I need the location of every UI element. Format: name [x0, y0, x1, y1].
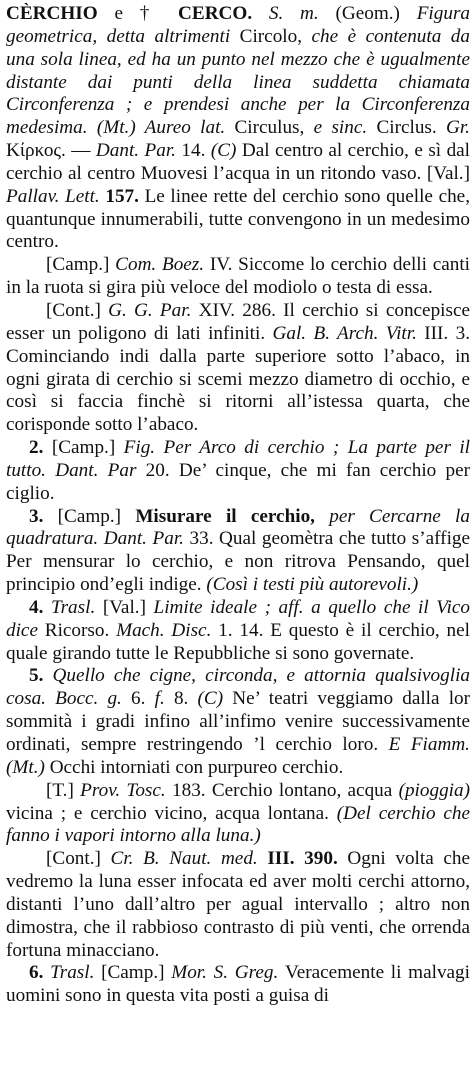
italic-run: Trasl. [50, 596, 103, 618]
text-run: e † [97, 3, 179, 24]
text-run: 1. 14. E questo è il cerchio, nel quale girando tutte le Repubbliche si sono governate. [6, 619, 470, 664]
italic-run: G. G. Par. [108, 299, 199, 321]
italic-run: Cr. B. Naut. med. [110, 848, 268, 870]
bold-run: 2. [29, 437, 44, 459]
text-run [43, 665, 52, 686]
text-run: [Val.] [102, 596, 154, 618]
entry-paragraph-def-6 [6, 962, 470, 1008]
italic-run: E Fiamm. (Mt.) [6, 734, 470, 778]
italic-run: (C) [210, 140, 242, 162]
italic-run: Mach. Disc. [116, 619, 219, 641]
italic-run: Gr. [445, 117, 470, 139]
bold-run: III. 390. [267, 848, 338, 870]
italic-run: Quello che cigne, circonda, e attornia qualsivoglia cosa. Bocc. g. [6, 665, 470, 710]
text-run: XIV. 286. Il cerchio si concepisce esser un poligono di lati infiniti. [6, 299, 470, 344]
italic-run: Com. Boez. [115, 254, 210, 276]
entry-paragraph-def-1-camp [6, 254, 470, 300]
italic-run: Pallav. Lett. [6, 185, 106, 207]
text-run: Occhi intorniati con purpureo cerchio. [49, 756, 344, 778]
entry-paragraph-def-1 [6, 3, 470, 254]
text-run: III. 3. Cominciando indi dalla parte superiore sotto l’abaco, in ogni girata di cerchio si scemi mezzo diametro di occhio, e così si faccia finchè si ritorni all’istessa quarta, che corisponde sotto l’abaco. [6, 322, 470, 436]
text-run: [T.] [46, 779, 81, 801]
text-run: Veracemente li malvagi uomini sono in questa vita posti a guisa di [6, 962, 470, 1007]
entry-paragraph-def-1-cont [6, 300, 470, 437]
text-run: vicina ; e cerchio vicino, acqua lontana. [6, 802, 337, 824]
dictionary-entry-cerchio [6, 3, 470, 1008]
text-run: Dal centro al cerchio, e sì dal cerchio al centro Muovesi l’acqua in un ritondo vaso. [Val.] [6, 140, 470, 184]
italic-run: (pioggia) [398, 779, 470, 801]
bold-run: 4. [29, 596, 44, 618]
text-run: [Camp.] [46, 254, 116, 276]
text-run: 33. Qual geomètra che tutto s’affige Per mensurar lo cerchio, e non ritrova Pensando, quel principio ond’egli indige. [6, 528, 470, 596]
text-run: 14. [181, 140, 211, 162]
italic-run: (Del cerchio che fanno i vapori intorno alla luna.) [6, 802, 470, 847]
text-run: Circulus, [234, 117, 314, 139]
text-run: Κίρκος. — [6, 140, 96, 162]
bold-run: 3. [29, 505, 44, 527]
text-run: 6. [131, 688, 155, 710]
italic-run: e sinc. [313, 117, 377, 139]
headword: CERCO. [178, 3, 253, 24]
italic-run: Mor. S. Greg. [171, 962, 286, 984]
entry-paragraph-def-4 [6, 597, 470, 666]
italic-run: per Cercarne la quadratura. Dant. Par. [6, 505, 470, 550]
text-run: Ne’ teatri veggiamo dalla lor sommità i gradi infino all’infimo venire successivamente ordinati, sempre restringendo ’l cerchio loro. [6, 688, 470, 755]
entry-paragraph-def-5 [6, 665, 470, 779]
italic-run: (C) [197, 688, 233, 710]
dictionary-page [6, 3, 470, 1083]
entry-paragraph-def-2 [6, 437, 470, 506]
text-run: Ricorso. [44, 619, 117, 641]
italic-run: Prov. Tosc. [80, 779, 172, 801]
text-run: [Camp.] [101, 962, 172, 984]
headword: CÈRCHIO [6, 3, 98, 24]
italic-run: Fig. Per Arco di cerchio ; La parte per il tutto. Dant. Par [6, 437, 470, 481]
entry-paragraph-def-3 [6, 506, 470, 597]
bold-run: 157. [105, 185, 139, 207]
text-run: Circolo, [239, 25, 312, 47]
italic-run: Gal. B. Arch. Vitr. [272, 322, 425, 344]
italic-run: Limite ideale ; aff. a quello che il Vico dice [6, 596, 470, 641]
bold-run: 5. [29, 665, 44, 687]
text-run: [Cont.] [46, 848, 111, 870]
text-run: 183. Cerchio lontano, acqua [172, 779, 399, 801]
text-run: 8. [173, 688, 198, 710]
italic-run: Trasl. [50, 962, 102, 984]
text-run: 20. De’ cinque, che mi fan cerchio per ciglio. [6, 459, 470, 504]
text-run: Ogni volta che vedremo la luna esser infocata ed aver molti cerchi attorno, distanti l’uno dall’altro per agual intervallo ; altro non dimostra, che il rabbioso contrasto di più venti, che orrenda fortuna minacciano. [6, 848, 470, 961]
entry-paragraph-def-5-prov [6, 780, 470, 849]
bold-run: Misurare il cerchio, [135, 505, 330, 527]
text-run: IV. Siccome lo cerchio delli canti in la ruota si gira più veloce del modiolo o testa di essa. [6, 254, 470, 299]
text-run [43, 597, 51, 618]
entry-paragraph-def-5-cont [6, 848, 470, 962]
text-run: (Geom.) [335, 3, 417, 24]
italic-run: che è contenuta da una sola linea, ed ha un punto nel mezzo che è ugualmente distante dai punti della linea suddetta chiamata Circonferenza ; e prendesi anche per la Circonferenza medesima. (Mt.) Aureo lat. [6, 25, 470, 139]
text-run: [Cont.] [46, 299, 109, 321]
text-run: Le linee rette del cerchio sono quelle che, quantunque innumerabili, tutte convengono in un medesimo centro. [6, 185, 470, 253]
italic-run: (Così i testi più autorevoli.) [206, 574, 419, 596]
italic-run: S. m. [252, 3, 336, 24]
italic-run: Dant. Par. [95, 140, 182, 162]
text-run: [Camp.] [43, 505, 136, 527]
text-run: Circlus. [376, 117, 446, 139]
bold-run: 6. [29, 962, 44, 984]
italic-run: Figura geometrica, detta altrimenti [6, 3, 470, 47]
italic-run: f. [154, 688, 174, 710]
text-run: [Camp.] [43, 437, 124, 459]
